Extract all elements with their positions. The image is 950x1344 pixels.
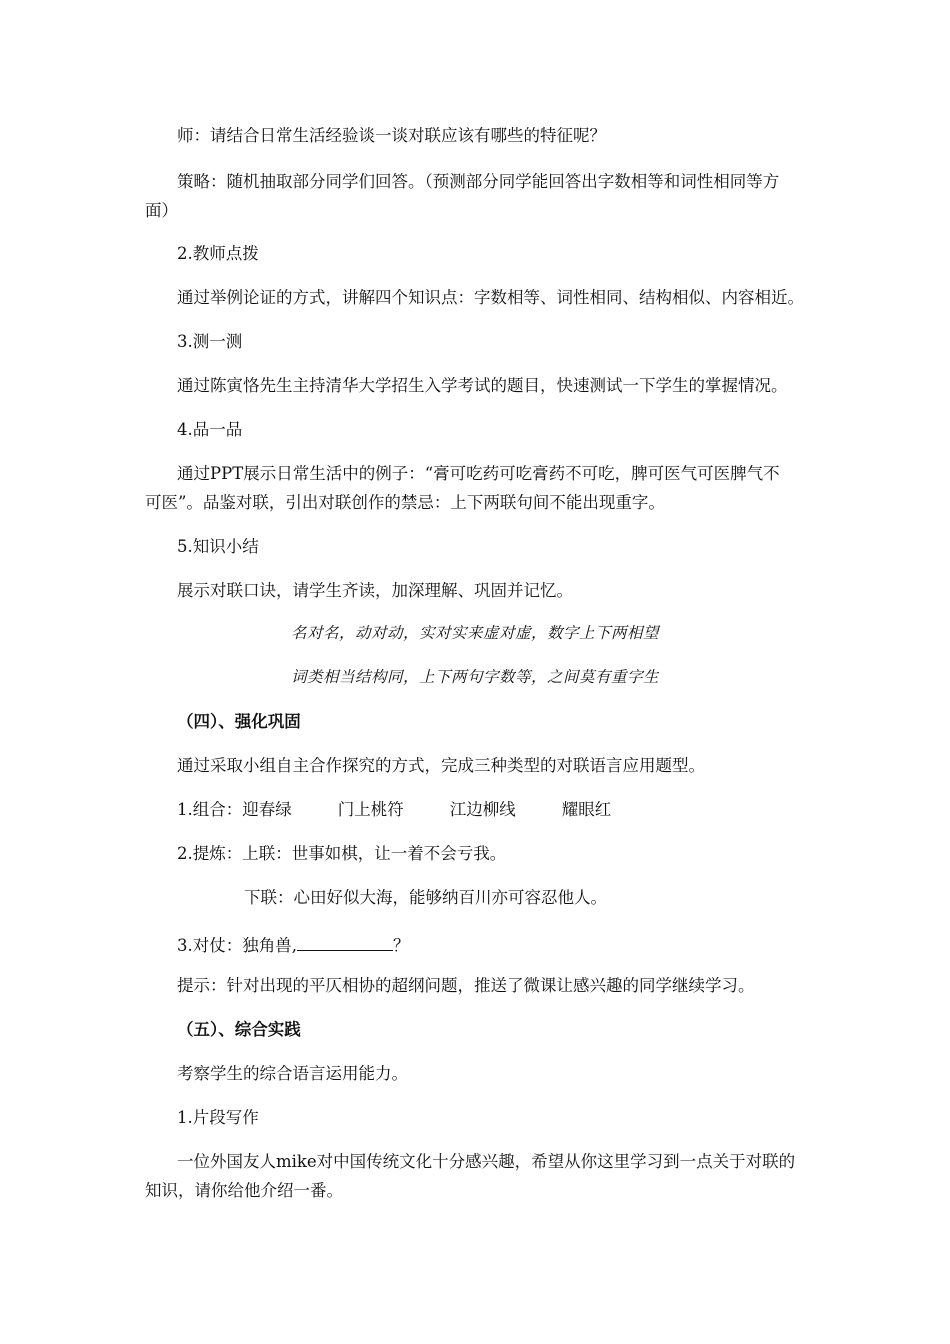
paragraph-example-line2: 可医”。品鉴对联，引出对联创作的禁忌：上下两联句间不能出现重字。: [145, 493, 665, 512]
section-title-summary: 5.知识小结: [177, 537, 259, 556]
paragraph-example-line1: 通过PPT展示日常生活中的例子：“膏可吃药可吃膏药不可吃，脾可医气可医脾气不: [177, 464, 780, 483]
duizhang-question-mark: ？: [393, 936, 410, 955]
paragraph-group-work: 通过采取小组自主合作探究的方式，完成三种类型的对联语言应用题型。: [177, 756, 705, 775]
paragraph-writing-line1: 一位外国友人mike对中国传统文化十分感兴趣，希望从你这里学习到一点关于对联的: [177, 1152, 796, 1171]
paragraph-hint: 提示：针对出现的平仄相协的超纲问题，推送了微课让感兴趣的同学继续学习。: [177, 976, 755, 995]
section-title-teacher-guidance: 2.教师点拨: [177, 244, 259, 263]
answer-blank: [297, 934, 393, 951]
paragraph-strategy-line1: 策略：随机抽取部分同学们回答。（预测部分同学能回答出字数相等和词性相同等方: [177, 172, 780, 191]
heading-reinforce: （四）、强化巩固: [177, 712, 301, 731]
paragraph-teacher-question: 师：请结合日常生活经验谈一谈对联应该有哪些的特征呢？: [177, 126, 606, 145]
refine-lower-line: 下联：心田好似大海，能够纳百川亦可容忍他人。: [244, 888, 607, 907]
refine-upper-line: 2.提炼：上联：世事如棋，让一着不会亏我。: [177, 844, 507, 863]
paragraph-recite: 展示对联口诀，请学生齐读，加深理解、巩固并记忆。: [177, 581, 573, 600]
section-title-writing: 1.片段写作: [177, 1108, 259, 1127]
verse-line-2: 词类相当结构同，上下两句字数等，之间莫有重字生: [290, 668, 659, 686]
duizhang-label: 3.对仗：独角兽,: [177, 936, 297, 955]
combo-item: 江边柳线: [449, 800, 516, 819]
combo-item: 耀眼红: [561, 800, 612, 819]
paragraph-knowledge-points: 通过举例论证的方式，讲解四个知识点：字数相等、词性相同、结构相似、内容相近。: [177, 288, 804, 307]
combo-item: 门上桃符: [337, 800, 404, 819]
paragraph-ability: 考察学生的综合语言运用能力。: [177, 1064, 408, 1083]
section-title-appreciate: 4.品一品: [177, 420, 243, 439]
combo-label: 1.组合：: [177, 800, 243, 819]
verse-line-1: 名对名，动对动，实对实来虚对虚，数字上下两相望: [290, 624, 659, 642]
duizhang-row: [177, 934, 410, 955]
paragraph-strategy-line2: 面）: [145, 201, 178, 220]
section-title-test: 3.测一测: [177, 332, 243, 351]
paragraph-test: 通过陈寅恪先生主持清华大学招生入学考试的题目，快速测试一下学生的掌握情况。: [177, 376, 788, 395]
combo-item: 迎春绿: [242, 800, 292, 819]
paragraph-writing-line2: 知识，请你给他介绍一番。: [145, 1181, 343, 1200]
heading-practice: （五）、综合实践: [177, 1020, 301, 1039]
combo-row: [177, 802, 611, 819]
